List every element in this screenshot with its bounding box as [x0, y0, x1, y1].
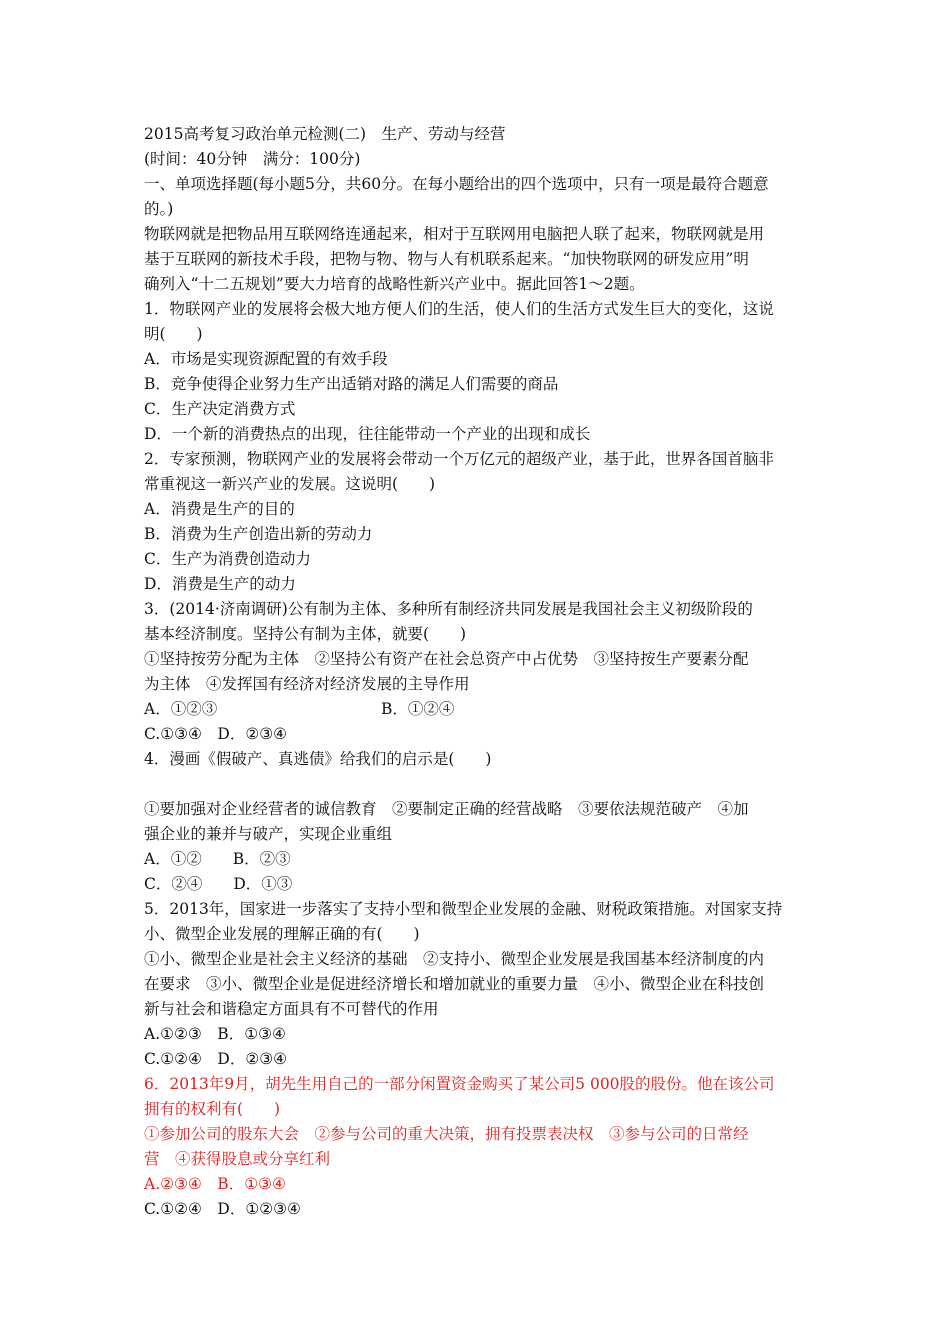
q3-option-b: B．①②④	[381, 700, 455, 718]
q1-option-a: A．市场是实现资源配置的有效手段	[144, 350, 388, 368]
q4-stem: 4．漫画《假破产、真逃债》给我们的启示是( )	[144, 750, 492, 768]
q4-items-line-1: ①要加强对企业经营者的诚信教育 ②要制定正确的经营战略 ③要依法规范破产 ④加	[144, 800, 749, 818]
doc-title: 2015高考复习政治单元检测(二) 生产、劳动与经营	[144, 125, 506, 143]
q5-stem-line-2: 小、微型企业发展的理解正确的有( )	[144, 925, 420, 943]
q1-option-d: D．一个新的消费热点的出现，往往能带动一个产业的出现和成长	[144, 425, 591, 443]
q3-items-line-1: ①坚持按劳分配为主体 ②坚持公有资产在社会总资产中占优势 ③坚持按生产要素分配	[144, 650, 749, 668]
blank-line	[144, 772, 808, 797]
q1-stem-line-2: 明( )	[144, 325, 203, 343]
q4-items-line-2: 强企业的兼并与破产，实现企业重组	[144, 825, 393, 843]
intro-line-3: 确列入“十二五规划”要大力培育的战略性新兴产业中。据此回答1～2题。	[144, 275, 645, 293]
intro-line-1: 物联网就是把物品用互联网络连通起来，相对于互联网用电脑把人联了起来，物联网就是用	[144, 225, 765, 243]
exam-meta: (时间：40分钟 满分：100分)	[144, 150, 361, 168]
q5-items-line-1: ①小、微型企业是社会主义经济的基础 ②支持小、微型企业发展是我国基本经济制度的内	[144, 950, 765, 968]
q6-options-cd: C.①②④ D．①②③④	[144, 1200, 301, 1218]
q5-options-ab: A.①②③ B．①③④	[144, 1025, 286, 1043]
q2-option-b: B．消费为生产创造出新的劳动力	[144, 525, 373, 543]
q1-option-b: B．竞争使得企业努力生产出适销对路的满足人们需要的商品	[144, 375, 559, 393]
intro-line-2: 基于互联网的新技术手段，把物与物、物与人有机联系起来。“加快物联网的研发应用”明	[144, 250, 749, 268]
q6-stem-line-1: 6．2013年9月，胡先生用自己的一部分闲置资金购买了某公司5 000股的股份。他在该公司	[144, 1075, 775, 1093]
q3-stem-line-2: 基本经济制度。坚持公有制为主体，就要( )	[144, 625, 467, 643]
q3-options-cd: C.①③④ D．②③④	[144, 725, 288, 743]
q6-items-line-2: 营 ④获得股息或分享红利	[144, 1150, 331, 1168]
q6-options-ab: A.②③④ B．①③④	[144, 1175, 286, 1193]
q1-stem-line-1: 1．物联网产业的发展将会极大地方便人们的生活，使人们的生活方式发生巨大的变化，这说	[144, 300, 774, 318]
q2-stem-line-2: 常重视这一新兴产业的发展。这说明( )	[144, 475, 436, 493]
q2-option-d: D．消费是生产的动力	[144, 575, 296, 593]
q5-stem-line-1: 5．2013年，国家进一步落实了支持小型和微型企业发展的金融、财税政策措施。对国家支持	[144, 900, 783, 918]
section-heading-line-2: 的。)	[144, 200, 174, 218]
q4-options-cd: C．②④ D．①③	[144, 875, 293, 893]
q2-stem-line-1: 2．专家预测，物联网产业的发展将会带动一个万亿元的超级产业，基于此，世界各国首脑非	[144, 450, 774, 468]
q3-option-a: A．①②③	[144, 700, 218, 718]
q3-stem-line-1: 3．(2014·济南调研)公有制为主体、多种所有制经济共同发展是我国社会主义初级阶段的	[144, 600, 753, 618]
q4-options-ab: A．①② B．②③	[144, 850, 291, 868]
q6-stem-line-2: 拥有的权利有( )	[144, 1100, 281, 1118]
q5-items-line-2: 在要求 ③小、微型企业是促进经济增长和增加就业的重要力量 ④小、微型企业在科技创	[144, 975, 765, 993]
q3-options-ab	[144, 697, 808, 722]
document-page	[144, 122, 808, 1222]
q5-options-cd: C.①②④ D．②③④	[144, 1050, 288, 1068]
q2-option-a: A．消费是生产的目的	[144, 500, 295, 518]
q3-items-line-2: 为主体 ④发挥国有经济对经济发展的主导作用	[144, 675, 470, 693]
q2-option-c: C．生产为消费创造动力	[144, 550, 311, 568]
q5-items-line-3: 新与社会和谐稳定方面具有不可替代的作用	[144, 1000, 439, 1018]
q6-items-line-1: ①参加公司的股东大会 ②参与公司的重大决策，拥有投票表决权 ③参与公司的日常经	[144, 1125, 749, 1143]
section-heading-line-1: 一、单项选择题(每小题5分，共60分。在每小题给出的四个选项中，只有一项是最符合题意	[144, 175, 769, 193]
q1-option-c: C．生产决定消费方式	[144, 400, 296, 418]
